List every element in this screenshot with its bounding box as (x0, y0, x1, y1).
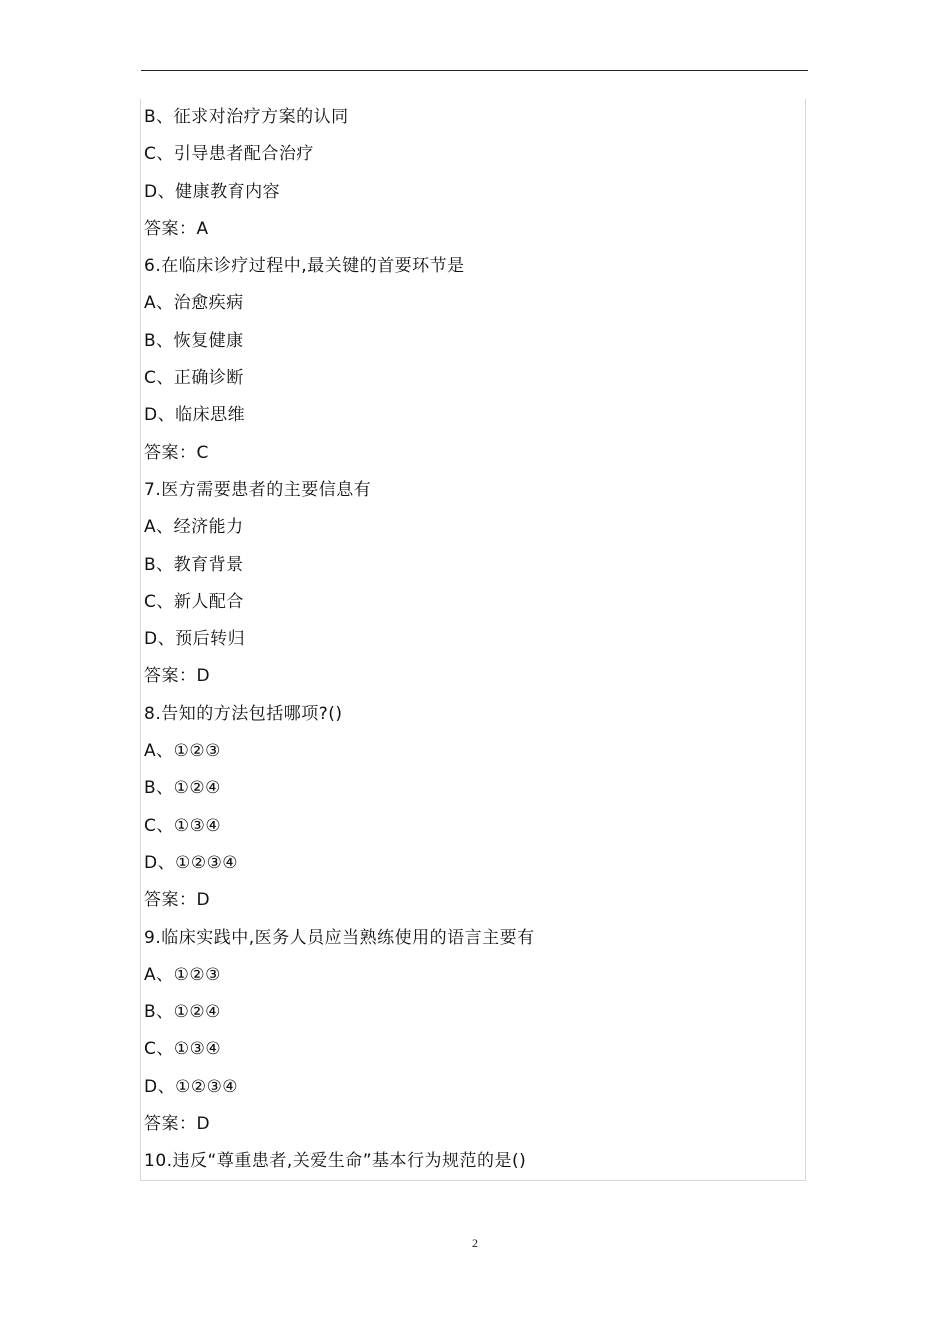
question-9-answer: 答案：D (144, 1114, 211, 1135)
option-b-line: B、征求对治疗方案的认同 (144, 107, 349, 127)
question-8-answer: 答案：D (144, 890, 211, 911)
option-d-line: D、健康教育内容 (144, 181, 281, 202)
question-9-option-b: B、①②④ (144, 1002, 221, 1023)
question-8-option-d: D、①②③④ (144, 852, 239, 873)
question-8-option-c: C、①③④ (144, 815, 222, 836)
question-7-answer: 答案：D (144, 666, 211, 687)
question-6: 6.在临床诊疗过程中,最关键的首要环节是 (144, 256, 465, 277)
page-number: 2 (472, 1236, 478, 1250)
question-7-option-b: B、教育背景 (144, 554, 244, 575)
answer-line: 答案：A (144, 218, 209, 239)
question-7: 7.医方需要患者的主要信息有 (144, 479, 372, 500)
header-rule (141, 70, 808, 71)
question-9: 9.临床实践中,医务人员应当熟练使用的语言主要有 (144, 927, 535, 948)
question-7-option-d: D、预后转归 (144, 629, 246, 650)
question-9-option-d: D、①②③④ (144, 1076, 239, 1097)
question-6-option-c: C、正确诊断 (144, 368, 244, 389)
option-c-line: C、引导患者配合治疗 (144, 144, 314, 165)
question-6-answer: 答案：C (144, 442, 209, 463)
question-8: 8.告知的方法包括哪项?() (144, 703, 343, 724)
question-7-option-c: C、新人配合 (144, 591, 244, 612)
question-list (144, 99, 804, 1181)
question-8-option-b: B、①②④ (144, 778, 221, 799)
question-8-option-a: A、①②③ (144, 741, 221, 762)
question-6-option-b: B、恢复健康 (144, 330, 244, 351)
question-9-option-a: A、①②③ (144, 964, 221, 985)
question-7-option-a: A、经济能力 (144, 517, 244, 538)
question-6-option-d: D、临床思维 (144, 405, 246, 426)
question-10: 10.违反“尊重患者,关爱生命”基本行为规范的是() (144, 1151, 527, 1172)
question-6-option-a: A、治愈疾病 (144, 293, 244, 314)
question-9-option-c: C、①③④ (144, 1039, 222, 1060)
